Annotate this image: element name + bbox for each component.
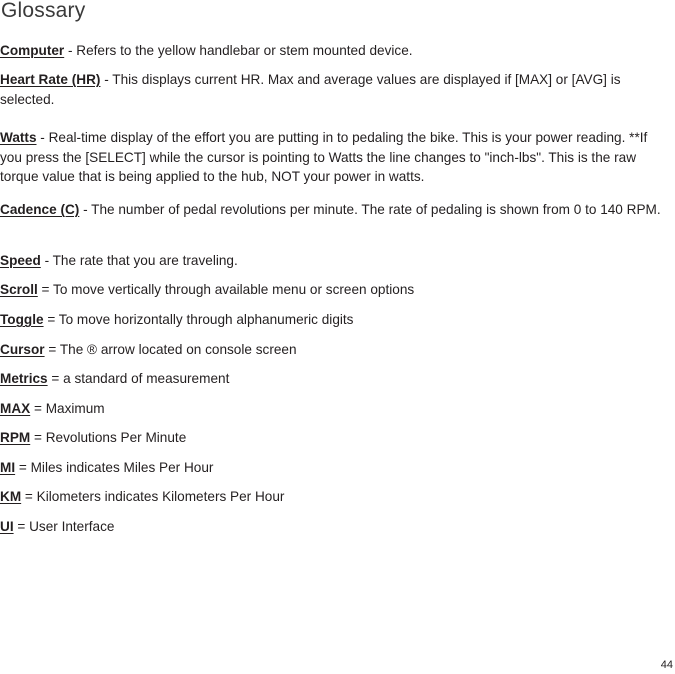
glossary-definition: = The ® arrow located on console screen [44,342,297,357]
glossary-definition: - Refers to the yellow handlebar or stem mounted device. [64,43,413,58]
page-number: 44 [660,659,673,671]
glossary-definition: = To move vertically through available menu or screen options [37,282,415,297]
glossary-definition: = Revolutions Per Minute [30,430,187,445]
glossary-definition: = Maximum [30,401,105,416]
glossary-definition: = Kilometers indicates Kilometers Per Hour [21,489,285,504]
glossary-definition: = a standard of measurement [47,371,230,386]
glossary-term: Scroll [0,282,38,297]
glossary-term: Watts [0,130,37,145]
page-title: Glossary [1,0,86,22]
glossary-term: MI [0,460,16,475]
glossary-definition: = Miles indicates Miles Per Hour [15,460,214,475]
glossary-term: Metrics [0,371,48,386]
glossary-term: UI [0,519,14,534]
glossary-term: KM [0,489,22,504]
glossary-term: Heart Rate (HR) [0,72,101,87]
glossary-term: RPM [0,430,31,445]
glossary-definition: = To move horizontally through alphanumeric digits [43,312,354,327]
glossary-term: Speed [0,253,41,268]
glossary-entry-cursor [0,340,672,360]
glossary-entry-watts [0,128,672,187]
glossary-entry-computer [0,41,672,61]
glossary-entry-cadence [0,200,672,220]
glossary-term: Cadence (C) [0,202,80,217]
glossary-entry-metrics [0,369,672,389]
glossary-definition: - The number of pedal revolutions per minute. The rate of pedaling is shown from 0 to 140 RPM. [79,202,661,217]
glossary-entry-scroll [0,280,672,300]
glossary-term: Toggle [0,312,44,327]
glossary-entry-speed [0,251,672,271]
glossary-entry-max [0,399,672,419]
glossary-term: Cursor [0,342,45,357]
glossary-entry-toggle [0,310,672,330]
glossary-definition: - This displays current HR. Max and average values are displayed if [MAX] or [AVG] is selected. [0,72,621,107]
glossary-entry-mi [0,458,672,478]
glossary-entry-ui [0,517,672,537]
glossary-entry-rpm [0,428,672,448]
glossary-definition: - The rate that you are traveling. [40,253,238,268]
glossary-term: Computer [0,43,65,58]
glossary-definition: = User Interface [13,519,115,534]
glossary-entry-km [0,487,672,507]
glossary-entry-heart-rate [0,70,672,109]
glossary-definition: - Real-time display of the effort you are putting in to pedaling the bike. This is your power reading. **If you press the [SELECT] while the cursor is pointing to Watts the line changes to "inch-lbs". This is the raw torque value that is being applied to the hub, NOT your power in watts. [0,130,648,184]
glossary-term: MAX [0,401,31,416]
